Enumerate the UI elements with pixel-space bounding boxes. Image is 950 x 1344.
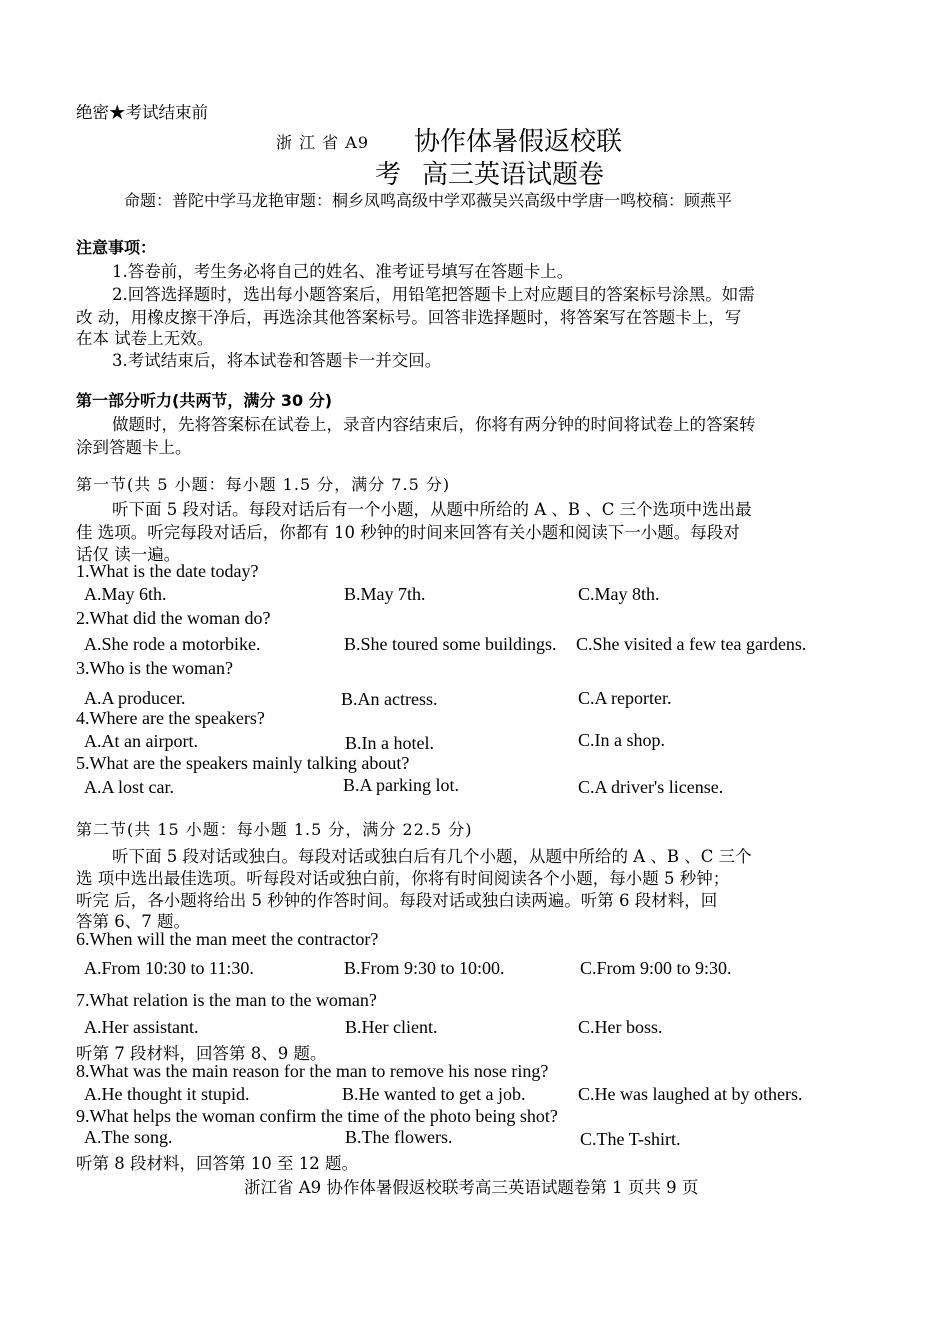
option-a[interactable]: A.The song. — [84, 1127, 173, 1147]
option-c[interactable]: C.A reporter. — [578, 688, 672, 708]
question-stem: 4.Where are the speakers? — [76, 708, 265, 728]
title-org: 协作体暑假返校联 — [414, 127, 623, 157]
question-stem: 7.What relation is the man to the woman? — [76, 990, 377, 1010]
section1-intro: 听下面 5 段对话。每段对话后有一个小题，从题中所给的 A 、B 、C 三个选项中选出最 — [112, 500, 752, 519]
page-title: 高三英语试题卷 — [422, 160, 605, 190]
notice-item-2-end: 在本 试卷上无效。 — [76, 329, 214, 348]
confidential-label: 绝密★考试结束前 — [76, 103, 208, 122]
material-instruction: 听第 8 段材料，回答第 10 至 12 题。 — [76, 1154, 358, 1173]
option-a[interactable]: A.May 6th. — [84, 584, 167, 604]
option-c[interactable]: C.May 8th. — [578, 584, 660, 604]
notice-item-3: 3.考试结束后，将本试卷和答题卡一并交回。 — [112, 351, 442, 370]
question-stem: 1.What is the date today? — [76, 561, 259, 581]
option-b[interactable]: B.The flowers. — [345, 1127, 453, 1147]
title-region: 浙 江 省 A9 — [276, 133, 369, 152]
option-c[interactable]: C.Her boss. — [578, 1017, 663, 1037]
option-b[interactable]: B.An actress. — [341, 689, 438, 709]
question-stem: 8.What was the main reason for the man to remove his nose ring? — [76, 1061, 549, 1081]
title-exam-prefix: 考 — [375, 160, 402, 190]
option-b[interactable]: B.A parking lot. — [343, 775, 459, 795]
page-footer: 浙江省 A9 协作体暑假返校联考高三英语试题卷第 1 页共 9 页 — [244, 1178, 699, 1197]
section2-intro-end: 答第 6、7 题。 — [76, 912, 190, 931]
notice-item-2: 2.回答选择题时，选出每小题答案后，用铅笔把答题卡上对应题目的答案标号涂黑。如需 — [112, 285, 755, 304]
section1-heading: 第一节(共 5 小题：每小题 1.5 分，满分 7.5 分) — [76, 475, 451, 494]
option-a[interactable]: A.She rode a motorbike. — [84, 634, 261, 654]
part1-intro: 做题时，先将答案标在试卷上，录音内容结束后，你将有两分钟的时间将试卷上的答案转 — [112, 415, 756, 434]
option-b[interactable]: B.From 9:30 to 10:00. — [344, 958, 505, 978]
option-b[interactable]: B.She toured some buildings. — [344, 634, 557, 654]
question-stem: 6.When will the man meet the contractor? — [76, 929, 379, 949]
option-c[interactable]: C.In a shop. — [578, 730, 665, 750]
section1-intro-end: 话仅 读一遍。 — [76, 545, 181, 564]
option-c[interactable]: C.She visited a few tea gardens. — [576, 634, 807, 654]
option-a[interactable]: A.From 10:30 to 11:30. — [84, 958, 254, 978]
notice-item-1: 1.答卷前，考生务必将自己的姓名、准考证号填写在答题卡上。 — [112, 262, 574, 281]
option-a[interactable]: A.A producer. — [84, 688, 186, 708]
option-b[interactable]: B.Her client. — [345, 1017, 438, 1037]
option-c[interactable]: C.A driver's license. — [578, 777, 724, 797]
option-b[interactable]: B.In a hotel. — [345, 733, 434, 753]
notice-heading: 注意事项： — [76, 238, 157, 257]
question-stem: 3.Who is the woman? — [76, 658, 233, 678]
option-a[interactable]: A.At an airport. — [84, 731, 198, 751]
part1-heading: 第一部分听力(共两节，满分 30 分) — [76, 391, 333, 410]
section2-intro-cont: 选 项中选出最佳选项。听每段对话或独白前，你将有时间阅读各个小题，每小题 5 秒钟； — [76, 869, 730, 888]
option-c[interactable]: C.The T-shirt. — [580, 1129, 681, 1149]
option-b[interactable]: B.May 7th. — [344, 584, 426, 604]
option-a[interactable]: A.Her assistant. — [84, 1017, 199, 1037]
option-c[interactable]: C.He was laughed at by others. — [578, 1084, 803, 1104]
question-stem: 5.What are the speakers mainly talking about? — [76, 753, 410, 773]
section2-heading: 第二节(共 15 小题：每小题 1.5 分，满分 22.5 分) — [76, 820, 473, 839]
option-a[interactable]: A.A lost car. — [84, 777, 174, 797]
part1-intro-cont: 涂到答题卡上。 — [76, 438, 192, 457]
section2-intro-cont: 听完 后，各小题将给出 5 秒钟的作答时间。每段对话或独白读两遍。听第 6 段材料，回 — [76, 891, 718, 910]
section2-intro: 听下面 5 段对话或独白。每段对话或独白后有几个小题，从题中所给的 A 、B 、C 三个 — [112, 847, 752, 866]
question-stem: 9.What helps the woman confirm the time of the photo being shot? — [76, 1106, 558, 1126]
notice-item-2-cont: 改 动，用橡皮擦干净后，再选涂其他答案标号。回答非选择题时，将答案写在答题卡上，写 — [76, 308, 742, 327]
authors-line: 命题：普陀中学马龙艳审题：桐乡凤鸣高级中学邓薇吴兴高级中学唐一鸣校稿：顾燕平 — [124, 191, 733, 210]
question-stem: 2.What did the woman do? — [76, 608, 271, 628]
section1-intro-cont: 佳 选项。听完每段对话后，你都有 10 秒钟的时间来回答有关小题和阅读下一小题。每段对 — [76, 523, 740, 542]
material-instruction: 听第 7 段材料，回答第 8、9 题。 — [76, 1044, 327, 1063]
option-a[interactable]: A.He thought it stupid. — [84, 1084, 250, 1104]
option-b[interactable]: B.He wanted to get a job. — [342, 1084, 526, 1104]
option-c[interactable]: C.From 9:00 to 9:30. — [580, 958, 732, 978]
